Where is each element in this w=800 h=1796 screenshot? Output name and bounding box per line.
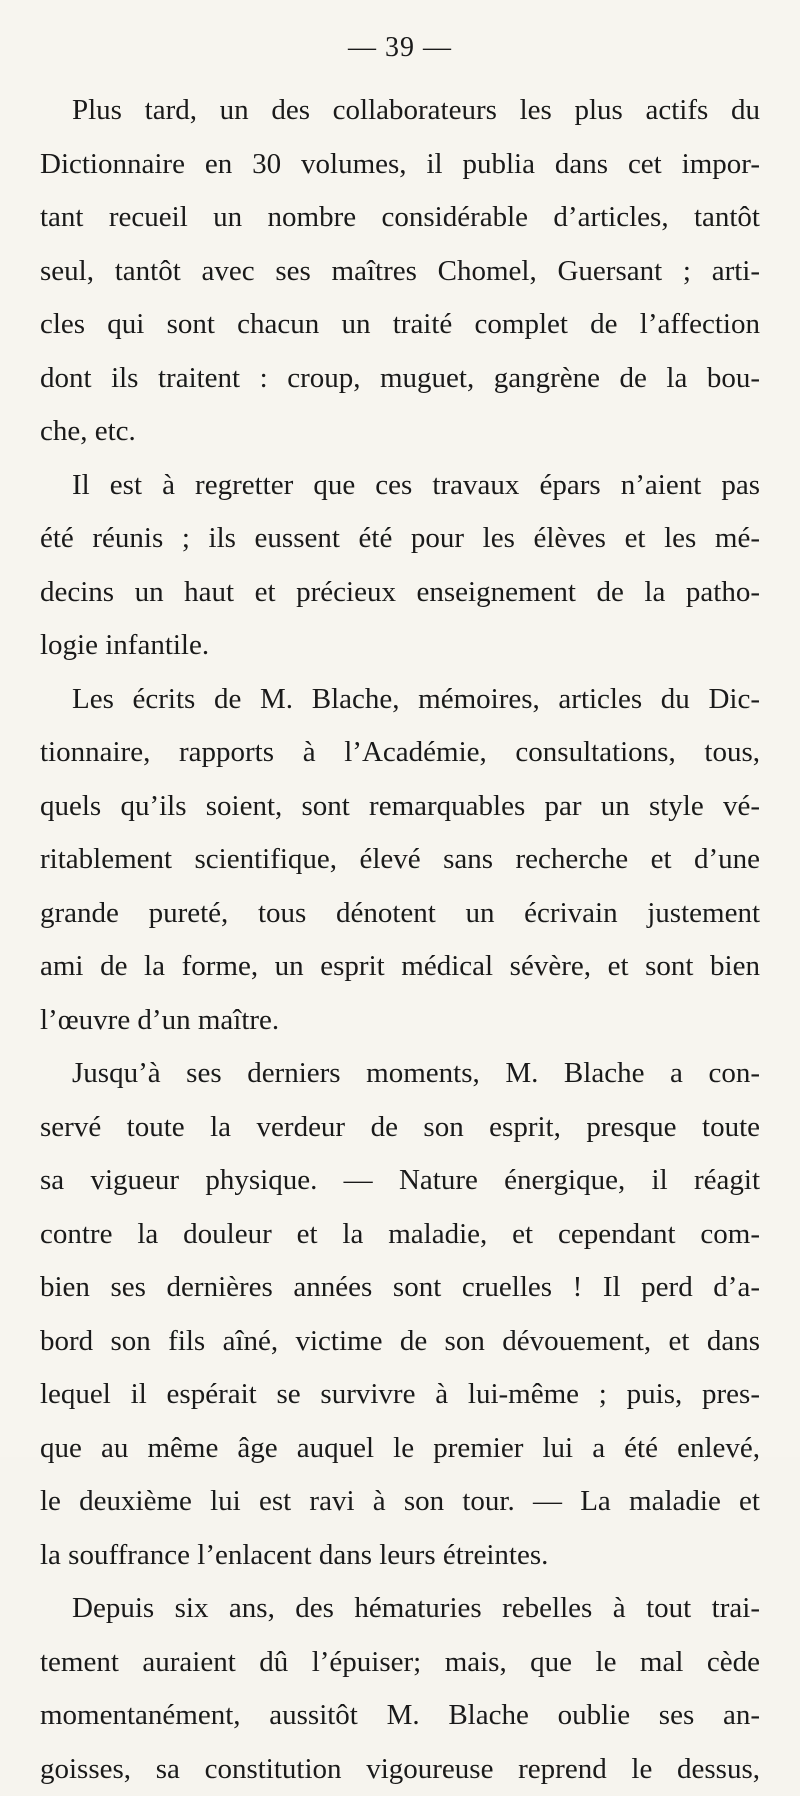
text-line: logie infantile. <box>40 619 760 673</box>
text-line: Plus tard, un des collaborateurs les plus actifs du <box>40 84 760 138</box>
page-number: — 39 — <box>0 32 800 64</box>
text-line: seul, tantôt avec ses maîtres Chomel, Guersant ; arti- <box>40 245 760 299</box>
text-line: decins un haut et précieux enseignement de la patho- <box>40 566 760 620</box>
text-line: cles qui sont chacun un traité complet de l’affection <box>40 298 760 352</box>
text-line: Dictionnaire en 30 volumes, il publia dans cet impor- <box>40 138 760 192</box>
text-line: lequel il espérait se survivre à lui-même ; puis, pres- <box>40 1368 760 1422</box>
text-line: été réunis ; ils eussent été pour les élèves et les mé- <box>40 512 760 566</box>
text-line: l’œuvre d’un maître. <box>40 994 760 1048</box>
text-line: Il est à regretter que ces travaux épars n’aient pas <box>40 459 760 513</box>
text-line: la souffrance l’enlacent dans leurs étreintes. <box>40 1529 760 1583</box>
text-line: contre la douleur et la maladie, et cependant com- <box>40 1208 760 1262</box>
text-line: le deuxième lui est ravi à son tour. — La maladie et <box>40 1475 760 1529</box>
text-line: grande pureté, tous dénotent un écrivain justement <box>40 887 760 941</box>
text-line: goisses, sa constitution vigoureuse reprend le dessus, <box>40 1743 760 1796</box>
text-line: Depuis six ans, des hématuries rebelles à tout trai- <box>40 1582 760 1636</box>
text-line: dont ils traitent : croup, muguet, gangrène de la bou- <box>40 352 760 406</box>
text-line: Jusqu’à ses derniers moments, M. Blache a con- <box>40 1047 760 1101</box>
text-line: che, etc. <box>40 405 760 459</box>
text-line: tant recueil un nombre considérable d’articles, tantôt <box>40 191 760 245</box>
text-line: quels qu’ils soient, sont remarquables par un style vé- <box>40 780 760 834</box>
text-line: bien ses dernières années sont cruelles ! Il perd d’a- <box>40 1261 760 1315</box>
text-line: momentanément, aussitôt M. Blache oublie ses an- <box>40 1689 760 1743</box>
text-line: tionnaire, rapports à l’Académie, consultations, tous, <box>40 726 760 780</box>
text-line: ami de la forme, un esprit médical sévère, et sont bien <box>40 940 760 994</box>
text-line: bord son fils aîné, victime de son dévouement, et dans <box>40 1315 760 1369</box>
text-line: sa vigueur physique. — Nature énergique, il réagit <box>40 1154 760 1208</box>
text-line: Les écrits de M. Blache, mémoires, articles du Dic- <box>40 673 760 727</box>
text-line: tement auraient dû l’épuiser; mais, que le mal cède <box>40 1636 760 1690</box>
body-text <box>40 84 760 1796</box>
text-line: ritablement scientifique, élevé sans recherche et d’une <box>40 833 760 887</box>
text-line: que au même âge auquel le premier lui a été enlevé, <box>40 1422 760 1476</box>
text-line: servé toute la verdeur de son esprit, presque toute <box>40 1101 760 1155</box>
